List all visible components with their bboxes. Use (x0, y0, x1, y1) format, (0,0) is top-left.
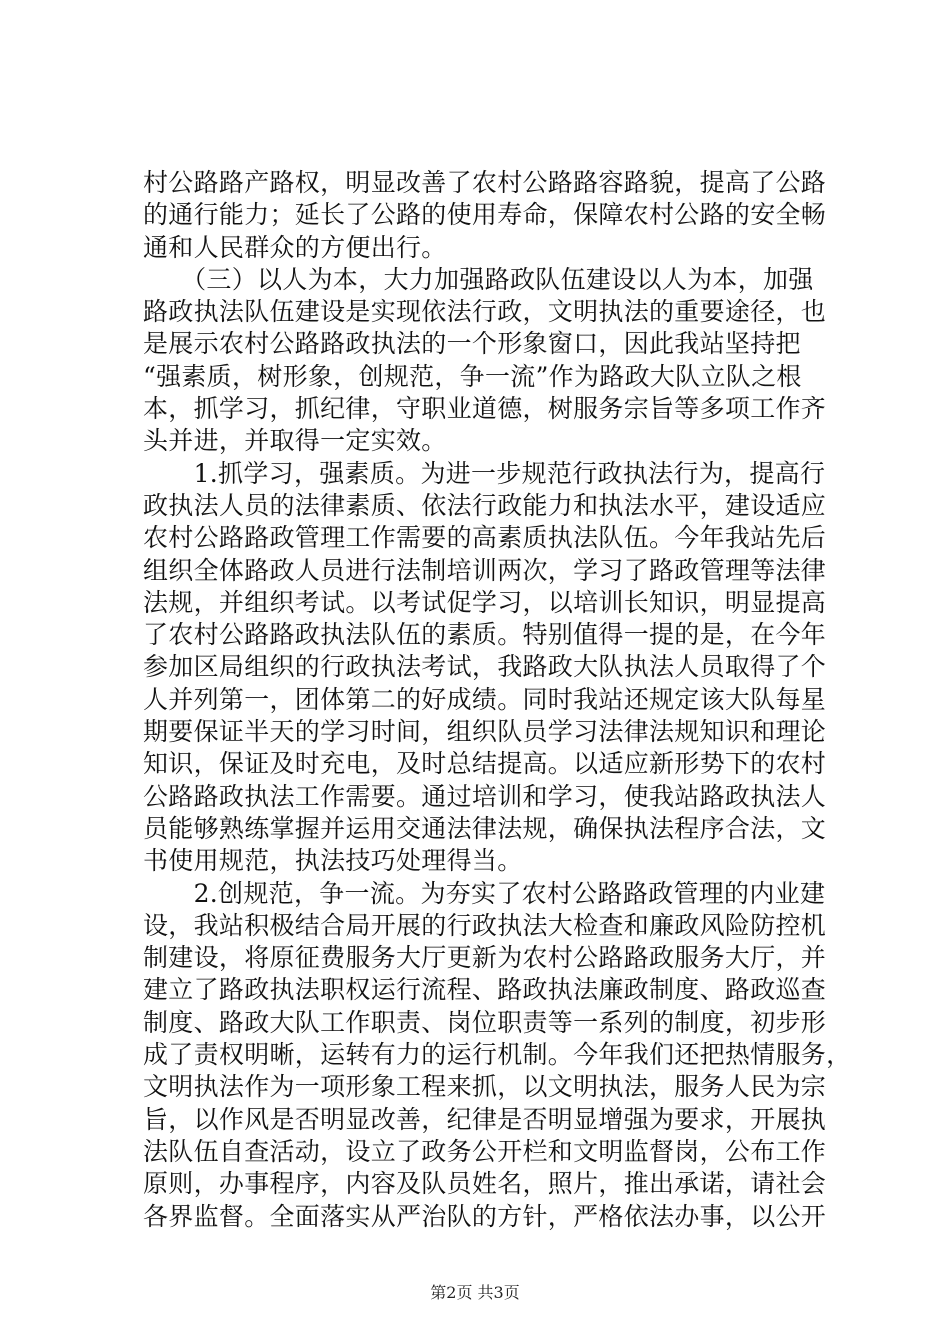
paragraph-item-one (143, 458, 833, 878)
text-line: 是展示农村公路路政执法的一个形象窗口，因此我站坚持把 (143, 329, 801, 359)
text-line: 组织全体路政人员进行法制培训两次，学习了路政管理等法律 (143, 555, 827, 585)
text-line: 的通行能力；延长了公路的使用寿命，保障农村公路的安全畅 (143, 200, 827, 230)
text-line: 公路路政执法工作需要。通过培训和学习，使我站路政执法人 (143, 781, 827, 811)
text-line: 政执法人员的法律素质、依法行政能力和执法水平，建设适应 (143, 490, 827, 520)
text-line: 建立了路政执法职权运行流程、路政执法廉政制度、路政巡查 (143, 975, 827, 1005)
text-line: 旨，以作风是否明显改善，纪律是否明显增强为要求，开展执 (143, 1104, 827, 1134)
text-line: 成了责权明晰，运转有力的运行机制。今年我们还把热情服务， (143, 1040, 852, 1070)
text-line: 制度、路政大队工作职责、岗位职责等一系列的制度，初步形 (143, 1007, 827, 1037)
text-line: “强素质，树形象，创规范，争一流”作为路政大队立队之根 (143, 361, 802, 391)
text-line: （三）以人为本，大力加强路政队伍建设以人为本，加强 (143, 264, 814, 294)
text-line: 路政执法队伍建设是实现依法行政，文明执法的重要途径，也 (143, 297, 827, 327)
text-line: 村公路路产路权，明显改善了农村公路路容路貌，提高了公路 (143, 168, 827, 197)
text-line: 头并进，并取得一定实效。 (143, 426, 447, 456)
text-line: 书使用规范，执法技巧处理得当。 (143, 846, 523, 876)
document-body (143, 167, 852, 1233)
text-line: 各界监督。全面落实从严治队的方针，严格依法办事，以公开 (143, 1201, 827, 1231)
text-line: 文明执法作为一项形象工程来抓，以文明执法，服务人民为宗 (143, 1072, 827, 1102)
paragraph-item-two (143, 878, 852, 1233)
text-line: 农村公路路政管理工作需要的高素质执法队伍。今年我站先后 (143, 523, 827, 553)
text-line: 知识，保证及时充电，及时总结提高。以适应新形势下的农村 (143, 749, 827, 779)
text-line: 参加区局组织的行政执法考试，我路政大队执法人员取得了个 (143, 652, 827, 682)
text-line: 原则，办事程序，内容及队员姓名，照片，推出承诺，请社会 (143, 1169, 827, 1199)
text-line: 通和人民群众的方便出行。 (143, 232, 447, 262)
text-line: 法规，并组织考试。以考试促学习，以培训长知识，明显提高 (143, 587, 827, 617)
text-line: 制建设，将原征费服务大厅更新为农村公路路政服务大厅，并 (143, 943, 827, 973)
paragraph-intro (143, 167, 833, 264)
text-line: 1.抓学习，强素质。为进一步规范行政执法行为，提高行 (143, 458, 826, 488)
text-line: 期要保证半天的学习时间，组织队员学习法律法规知识和理论 (143, 717, 827, 747)
text-line: 设，我站积极结合局开展的行政执法大检查和廉政风险防控机 (143, 910, 827, 940)
text-line: 本，抓学习，抓纪律，守职业道德，树服务宗旨等多项工作齐 (143, 394, 827, 424)
text-line: 2.创规范，争一流。为夯实了农村公路路政管理的内业建 (143, 878, 826, 908)
text-line: 了农村公路路政执法队伍的素质。特别值得一提的是，在今年 (143, 620, 827, 650)
paragraph-section-three (143, 264, 833, 458)
text-line: 法队伍自查活动，设立了政务公开栏和文明监督岗，公布工作 (143, 1136, 827, 1166)
page-footer: 第2页 共3页 (430, 1283, 520, 1302)
text-line: 员能够熟练掌握并运用交通法律法规，确保执法程序合法，文 (143, 813, 827, 843)
text-line: 人并列第一，团体第二的好成绩。同时我站还规定该大队每星 (143, 684, 827, 714)
